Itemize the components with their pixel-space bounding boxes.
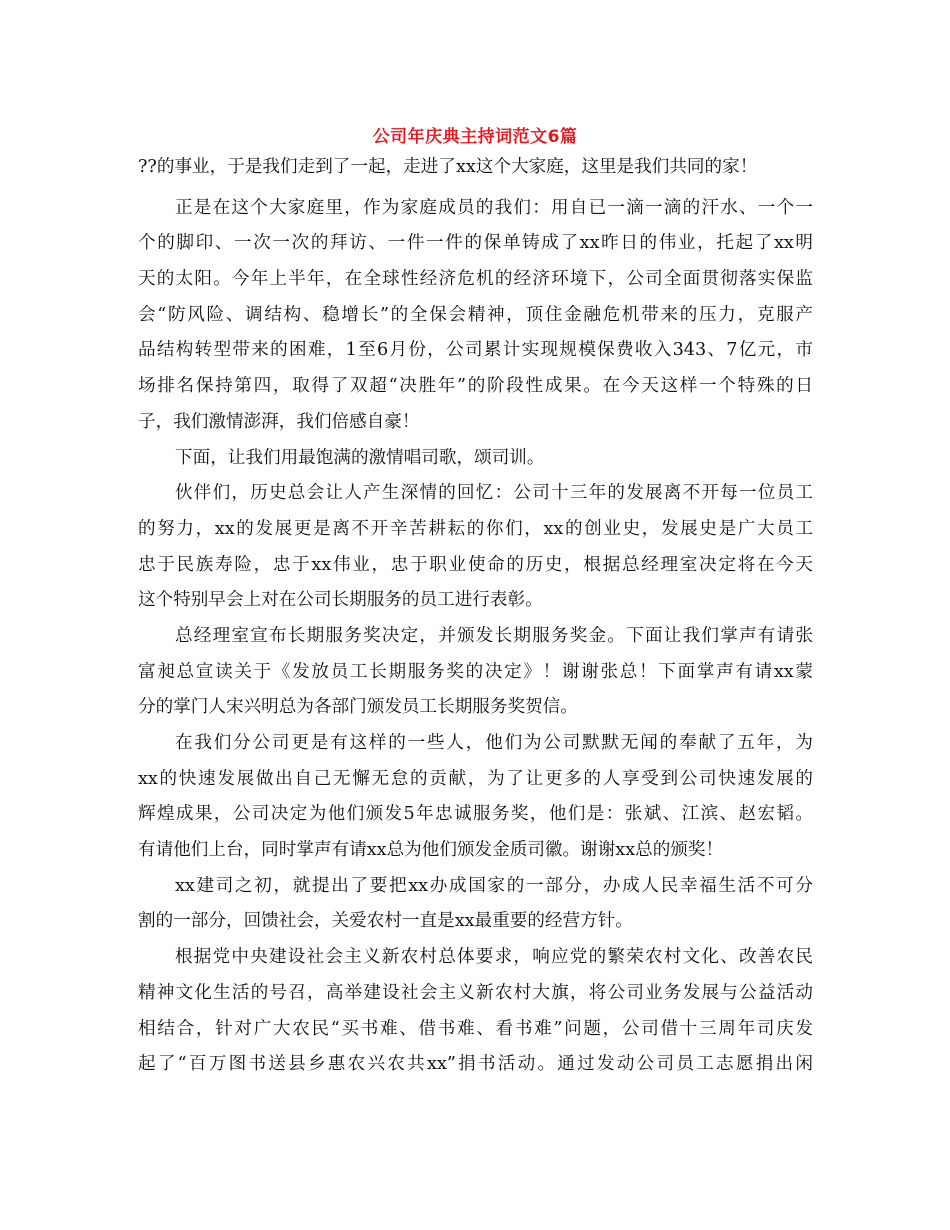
paragraph-line: 富昶总宣读关于《发放员工长期服务奖的决定》！谢谢张总！下面掌声有请xx蒙 [138,661,813,682]
paragraph-line: 的努力，xx的发展更是离不开辛苦耕耘的你们，xx的创业史，发展史是广大员工 [138,518,813,539]
paragraph-line: ??的事业，于是我们走到了一起，走进了xx这个大家庭，这里是我们共同的家！ [138,157,758,177]
document-title: 公司年庆典主持词范文6篇 [372,127,578,147]
paragraph [138,623,813,730]
paragraph-line: 会“防风险、调结构、稳增长”的全保会精神，顶住金融危机带来的压力，克服产 [138,304,813,325]
paragraph-line: 割的一部分，回馈社会，关爱农村一直是xx最重要的经营方针。 [138,911,633,932]
paragraph-line: 有请他们上台，同时掌声有请xx总为他们颁发金质司徽。谢谢xx总的颁奖！ [138,840,724,861]
paragraph-line: 总经理室宣布长期服务奖决定，并颁发长期服务奖金。下面让我们掌声有请张 [175,625,813,646]
paragraph [138,944,813,1087]
paragraph [138,195,813,445]
paragraph-line: 下面，让我们用最饱满的激情唱司歌，颂司训。 [175,447,545,468]
paragraph-line: 辉煌成果，公司决定为他们颁发5年忠诚服务奖，他们是：张斌、江滨、赵宏韬。 [138,804,813,825]
document-body [138,154,813,1087]
paragraph-line: xx的快速发展做出自己无懈无怠的贡献，为了让更多的人享受到公司快速发展的 [138,768,813,789]
paragraph-line: 这个特别早会上对在公司长期服务的员工进行表彰。 [138,590,543,611]
paragraph-line: 精神文化生活的号召，高举建设社会主义新农村大旗，将公司业务发展与公益活动 [138,982,813,1003]
paragraph-line: 正是在这个大家庭里，作为家庭成员的我们：用自已一滴一滴的汗水、一个一 [175,197,813,218]
paragraph-line: 在我们分公司更是有这样的一些人，他们为公司默默无闻的奉献了五年，为 [175,733,813,753]
paragraph-line: 忠于民族寿险，忠于xx伟业，忠于职业使命的历史，根据总经理室决定将在今天 [138,554,813,575]
paragraph [138,154,813,190]
paragraph-line: 根据党中央建设社会主义新农村总体要求，响应党的繁荣农村文化、改善农民 [175,947,813,968]
paragraph-line: 个的脚印、一次一次的拜访、一件一件的保单铸成了xx昨日的伟业，托起了xx明 [138,233,813,254]
paragraph-line: xx建司之初，就提出了要把xx办成国家的一部分，办成人民幸福生活不可分 [175,875,813,896]
paragraph [138,480,813,623]
paragraph-line: 品结构转型带来的困难，1至6月份，公司累计实现规模保费收入343、7亿元，市 [138,340,813,361]
paragraph [138,873,813,944]
paragraph-line: 天的太阳。今年上半年，在全球性经济危机的经济环境下，公司全面贯彻落实保监 [138,269,813,290]
paragraph [138,445,813,481]
paragraph-line: 起了“百万图书送县乡惠农兴农共xx”捐书活动。通过发动公司员工志愿捐出闲 [138,1054,813,1075]
paragraph-line: 伙伴们，历史总会让人产生深情的回忆：公司十三年的发展离不开每一位员工 [175,483,813,504]
paragraph-line: 分的掌门人宋兴明总为各部门颁发员工长期服务奖贺信。 [138,697,578,718]
paragraph-line: 子，我们激情澎湃，我们倍感自豪！ [138,411,420,432]
paragraph-line: 场排名保持第四，取得了双超“决胜年”的阶段性成果。在今天这样一个特殊的日 [138,376,813,397]
paragraph [138,730,813,873]
paragraph-line: 相结合，针对广大农民“买书难、借书难、看书难”问题，公司借十三周年司庆发 [138,1018,813,1039]
